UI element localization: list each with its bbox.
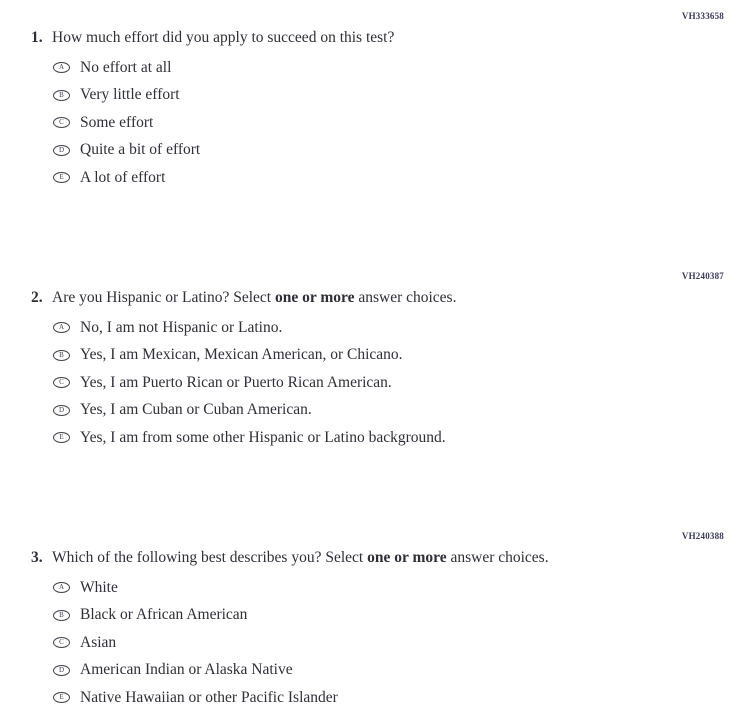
answer-bubble-e[interactable]: E: [53, 692, 70, 703]
option-row: [0, 397, 739, 425]
question-prompt: [0, 548, 739, 568]
answer-options: [0, 574, 739, 712]
item-code: VH333658: [681, 11, 724, 21]
option-label: Very little effort: [80, 86, 180, 104]
option-row: [0, 424, 739, 452]
option-row: [0, 314, 739, 342]
question-text-bold: one or more: [274, 289, 355, 306]
answer-options: [0, 54, 739, 192]
option-label: No effort at all: [80, 58, 172, 76]
item-code: VH240387: [681, 271, 724, 281]
answer-bubble-c[interactable]: C: [53, 377, 70, 388]
option-label: Yes, I am Puerto Rican or Puerto Rican American.: [80, 373, 392, 391]
option-label: Asian: [80, 633, 117, 651]
answer-bubble-c[interactable]: C: [53, 117, 70, 128]
answer-bubble-a[interactable]: A: [53, 62, 70, 73]
option-label: Yes, I am from some other Hispanic or Latino background.: [80, 428, 446, 446]
question-number: 1.: [31, 29, 43, 46]
option-label: Yes, I am Cuban or Cuban American.: [80, 401, 312, 419]
answer-bubble-a[interactable]: A: [53, 582, 70, 593]
option-row: [0, 342, 739, 370]
question-block-1: [0, 10, 739, 192]
option-label: Quite a bit of effort: [80, 141, 201, 159]
question-prompt: [0, 288, 739, 308]
question-number: 3.: [31, 549, 43, 566]
option-row: [0, 684, 739, 712]
item-code: VH240388: [681, 531, 724, 541]
question-text-suffix: answer choices.: [446, 549, 549, 566]
answer-bubble-d[interactable]: D: [53, 145, 70, 156]
answer-bubble-a[interactable]: A: [53, 322, 70, 333]
option-row: [0, 629, 739, 657]
option-row: [0, 602, 739, 630]
answer-bubble-d[interactable]: D: [53, 405, 70, 416]
option-label: Some effort: [80, 113, 154, 131]
option-row: [0, 109, 739, 137]
option-label: Yes, I am Mexican, Mexican American, or Chicano.: [80, 346, 403, 364]
option-row: [0, 164, 739, 192]
answer-bubble-e[interactable]: E: [53, 172, 70, 183]
question-text: Which of the following best describes you? Select: [52, 549, 368, 566]
answer-bubble-b[interactable]: B: [53, 610, 70, 621]
answer-bubble-d[interactable]: D: [53, 665, 70, 676]
option-label: White: [80, 578, 118, 596]
answer-bubble-b[interactable]: B: [53, 90, 70, 101]
option-label: Black or African American: [80, 606, 248, 624]
option-row: [0, 369, 739, 397]
answer-bubble-c[interactable]: C: [53, 637, 70, 648]
option-label: No, I am not Hispanic or Latino.: [80, 318, 283, 336]
question-prompt: [0, 28, 739, 48]
answer-options: [0, 314, 739, 452]
question-number: 2.: [31, 289, 43, 306]
question-text-bold: one or more: [367, 549, 447, 566]
option-row: [0, 657, 739, 685]
question-block-3: [0, 530, 739, 712]
question-text-suffix: answer choices.: [354, 289, 457, 306]
option-label: Native Hawaiian or other Pacific Islander: [80, 688, 338, 706]
option-label: A lot of effort: [80, 168, 166, 186]
question-block-2: [0, 270, 739, 452]
answer-bubble-b[interactable]: B: [53, 350, 70, 361]
question-text: Are you Hispanic or Latino? Select: [52, 289, 275, 306]
option-label: American Indian or Alaska Native: [80, 661, 293, 679]
option-row: [0, 82, 739, 110]
option-row: [0, 137, 739, 165]
option-row: [0, 54, 739, 82]
option-row: [0, 574, 739, 602]
question-text: How much effort did you apply to succeed on this test?: [52, 29, 395, 46]
answer-bubble-e[interactable]: E: [53, 432, 70, 443]
